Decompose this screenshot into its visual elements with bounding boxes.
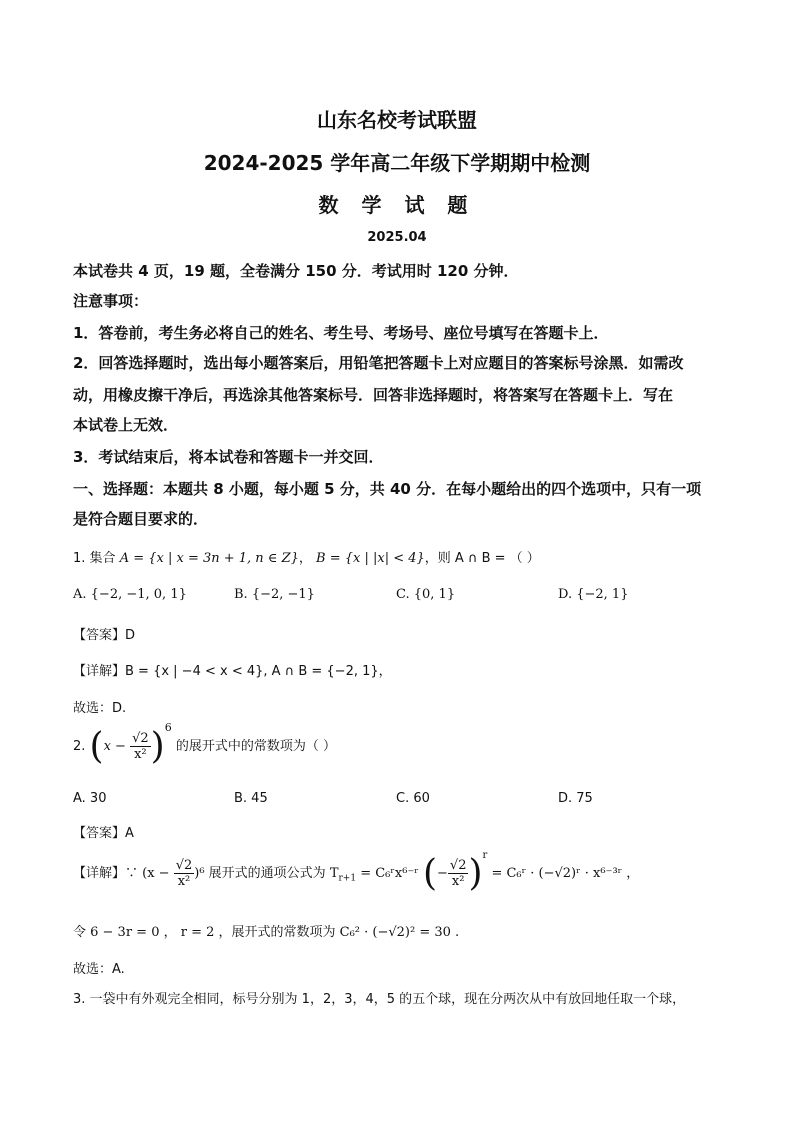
q2-option-b: B. 45 [234, 791, 268, 806]
notice-2a: 2．回答选择题时，选出每小题答案后，用铅笔把答题卡上对应题目的答案标号涂黑．如需改 [73, 354, 684, 372]
numerator: √2 [449, 858, 467, 873]
q1-option-a: A. {−2, −1, 0, 1} [73, 587, 187, 602]
question-2-number: 2. [73, 739, 86, 754]
notice-title: 注意事项： [73, 292, 149, 310]
q2-x: x − [103, 739, 126, 754]
close-paren: ) [150, 726, 165, 767]
open-paren: ( [422, 853, 438, 894]
q1-answer: 【答案】D [73, 628, 136, 643]
q2-option-a: A. 30 [73, 791, 107, 806]
q2-detail-a: 【详解】∵ (x − [73, 866, 170, 881]
notice-2b: 动，用橡皮擦干净后，再选涂其他答案标号．回答非选择题时，将答案写在答题卡上．写在 [73, 386, 674, 404]
numerator: √2 [132, 731, 149, 746]
exponent: 6 [164, 720, 172, 734]
q1-option-d: D. {−2, 1} [558, 587, 629, 602]
notice-2c: 本试卷上无效． [73, 416, 179, 434]
r-exponent: r [482, 849, 488, 861]
question-2-tail: 的展开式中的常数项为（ ） [175, 739, 336, 754]
exam-date: 2025.04 [367, 230, 427, 245]
numerator: √2 [175, 858, 193, 873]
close-paren: ) [468, 853, 483, 894]
q2-answer: 【答案】A [73, 826, 134, 841]
question-2 [73, 720, 336, 767]
question-1-comma: ， [298, 551, 312, 566]
open-paren: ( [89, 726, 104, 767]
q2-line2: 令 6 − 3r = 0 ， r = 2 ，展开式的常数项为 C₆² · (−√2)² = 30 . [73, 925, 460, 940]
q1-option-c: C. {0, 1} [396, 587, 456, 602]
q2-conclusion: 故选：A. [73, 962, 125, 977]
q2-detail: 【详解】∵ (x − $\frac{√2}{\text{x²}}$ )⁶ 展开式的通项公式为 $T_{r+1}$ = C₆ʳx⁶⁻ʳ (− $\frac{√2}{\text{x²}}$ )$^r$ = C₆ʳ · (−√2)ʳ · x⁶⁻³ʳ ， [73, 849, 640, 894]
q2-option-c: C. 60 [396, 791, 430, 806]
q2-option-d: D. 75 [558, 791, 593, 806]
q1-conclusion: 故选：D. [73, 701, 127, 716]
denominator: x² [134, 747, 147, 762]
question-1-prefix: 1. 集合 [73, 551, 116, 566]
section-heading-b: 是符合题目要求的． [73, 510, 209, 528]
question-1-suffix: ，则 A ∩ B = （ ） [424, 551, 540, 566]
q1-detail: 【详解】B = {x | −4 < x < 4}, A ∩ B = {−2, 1}， [73, 664, 392, 679]
section-heading-a: 一、选择题：本题共 8 小题，每小题 5 分，共 40 分．在每小题给出的四个选项中，只有一项 [73, 480, 702, 498]
denominator: x² [177, 874, 191, 889]
notice-1: 1．答卷前，考生务必将自己的姓名、考生号、考场号、座位号填写在答题卡上． [73, 324, 609, 342]
fraction [448, 858, 469, 889]
fraction [174, 858, 195, 889]
set-a: A = {x | x = 3n + 1, n ∈ Z} [119, 551, 299, 566]
fraction [130, 731, 151, 762]
q2-detail-c: = C₆ʳx⁶⁻ʳ [356, 866, 419, 881]
question-1 [73, 547, 540, 566]
set-b: B = {x | |x| < 4} [316, 551, 425, 566]
q2-detail-sub: r+1 [338, 873, 357, 884]
q2-detail-d: = C₆ʳ · (−√2)ʳ · x⁶⁻³ʳ ， [487, 866, 640, 881]
subject-title: 数 学 试 题 [318, 193, 476, 217]
question-3: 3. 一袋中有外观完全相同，标号分别为 1，2，3，4，5 的五个球，现在分两次从中有放回地任取一个球， [73, 992, 686, 1007]
exam-organization: 山东名校考试联盟 [317, 108, 477, 132]
notice-3: 3．考试结束后，将本试卷和答题卡一并交回． [73, 448, 384, 466]
paper-info: 本试卷共 4 页，19 题，全卷满分 150 分．考试用时 120 分钟． [73, 262, 519, 280]
denominator: x² [451, 874, 465, 889]
exam-title: 2024-2025 学年高二年级下学期期中检测 [203, 151, 591, 175]
q2-detail-b: )⁶ 展开式的通项公式为 T [194, 866, 339, 881]
q1-option-b: B. {−2, −1} [234, 587, 315, 602]
